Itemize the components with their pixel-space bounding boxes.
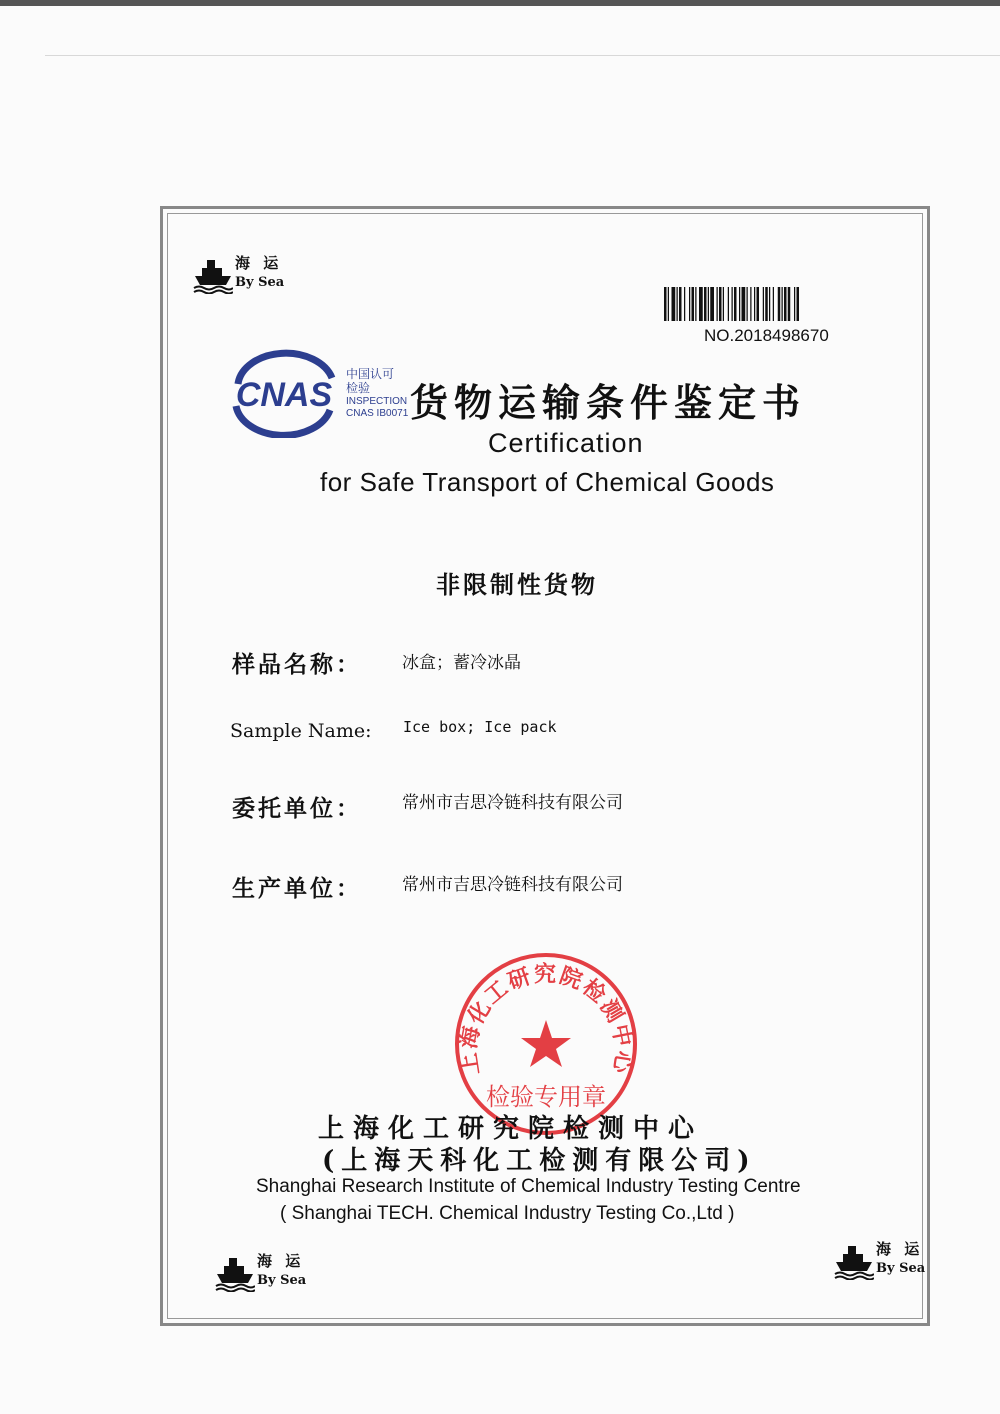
ship-icon [193,254,233,294]
barcode-bar [773,287,774,321]
by-sea-mark-bottom-right [834,1240,925,1280]
barcode-bar [684,287,685,321]
barcode-bar [710,287,714,321]
sample-name-label-en: Sample Name: [230,720,372,742]
barcode-bar [739,287,740,321]
goods-category: 非限制性货物 [436,570,598,599]
barcode-bar [719,287,722,321]
barcode-bar [765,287,768,321]
barcode-bar [742,287,746,321]
barcode-bar [668,287,669,321]
sample-name-value-cn: 冰盒；蓄冷冰晶 [402,653,521,673]
cnas-side-line4: CNAS IB0071 [346,408,409,419]
barcode-bar [754,287,755,321]
barcode-bar [664,287,667,321]
by-sea-cn: 海 运 [876,1240,924,1258]
barcode-bar [677,287,678,321]
barcode-bar [732,287,733,321]
barcode-bar [679,287,682,321]
barcode-bar [747,287,748,321]
cnas-side-line2: 检验 [346,381,371,395]
by-sea-cn: 海 运 [235,254,283,272]
cnas-side-line3: INSPECTION [346,396,408,407]
scan-line [45,55,1000,56]
title-en-line2: for Safe Transport of Chemical Goods [320,467,775,497]
barcode-bar [750,287,751,321]
stamp-bottom-text: 检验专用章 [486,1083,606,1111]
by-sea-mark-bottom-left [215,1252,306,1292]
barcode-bar [757,287,760,321]
client-label: 委托单位： [232,795,362,822]
cnas-logo-icon [224,348,344,438]
barcode-bar [672,287,676,321]
scan-edge [0,0,1000,6]
client-value: 常州市吉思冷链科技有限公司 [402,793,623,813]
barcode-bar [723,287,724,321]
by-sea-en: By Sea [257,1273,307,1288]
barcode-bar [782,287,783,321]
title-cn: 货物运输条件鉴定书 [410,380,807,425]
by-sea-mark-top-left [193,254,284,294]
stamp-ring-text: 上海化工研究院检测中心 [455,961,637,1077]
institution-name-cn: 上海化工研究院检测中心 [318,1114,704,1144]
cnas-side-line1: 中国认可 [346,367,395,381]
sample-name-label-cn: 样品名称： [232,651,362,678]
sample-name-value-en: Ice box; Ice pack [403,718,557,736]
barcode-bar [769,287,770,321]
by-sea-cn: 海 运 [257,1252,305,1270]
barcode-bar [699,287,703,321]
institution-name-en: Shanghai Research Institute of Chemical Industry Testing Centre [256,1176,801,1197]
barcode-bar [717,287,718,321]
title-en-line1: Certification [488,428,644,458]
barcode [664,287,858,321]
barcode-bar [788,287,791,321]
barcode-bar [695,287,696,321]
barcode-bar [797,287,800,321]
stamp-star-icon [521,1020,571,1067]
institution-sub-cn: (上海天科化工检测有限公司) [322,1146,757,1176]
barcode-bar [728,287,729,321]
barcode-bar [794,287,795,321]
by-sea-en: By Sea [235,275,285,290]
cnas-accreditation-text [346,367,408,420]
barcode-bar [734,287,737,321]
by-sea-en: By Sea [876,1261,926,1276]
ship-icon [215,1252,255,1292]
barcode-bar [692,287,695,321]
cnas-logo-text: CNAS [235,376,333,414]
manufacturer-label: 生产单位： [232,875,362,902]
barcode-bar [708,287,709,321]
ship-icon [834,1240,874,1280]
barcode-bar [689,287,690,321]
barcode-bar [784,287,787,321]
barcode-bar [704,287,707,321]
manufacturer-value: 常州市吉思冷链科技有限公司 [402,875,623,895]
barcode-bar [778,287,781,321]
barcode-bar [763,287,764,321]
certificate-number: NO.2018498670 [704,326,829,345]
institution-sub-en: ( Shanghai TECH. Chemical Industry Testing Co.,Ltd ) [280,1203,735,1224]
